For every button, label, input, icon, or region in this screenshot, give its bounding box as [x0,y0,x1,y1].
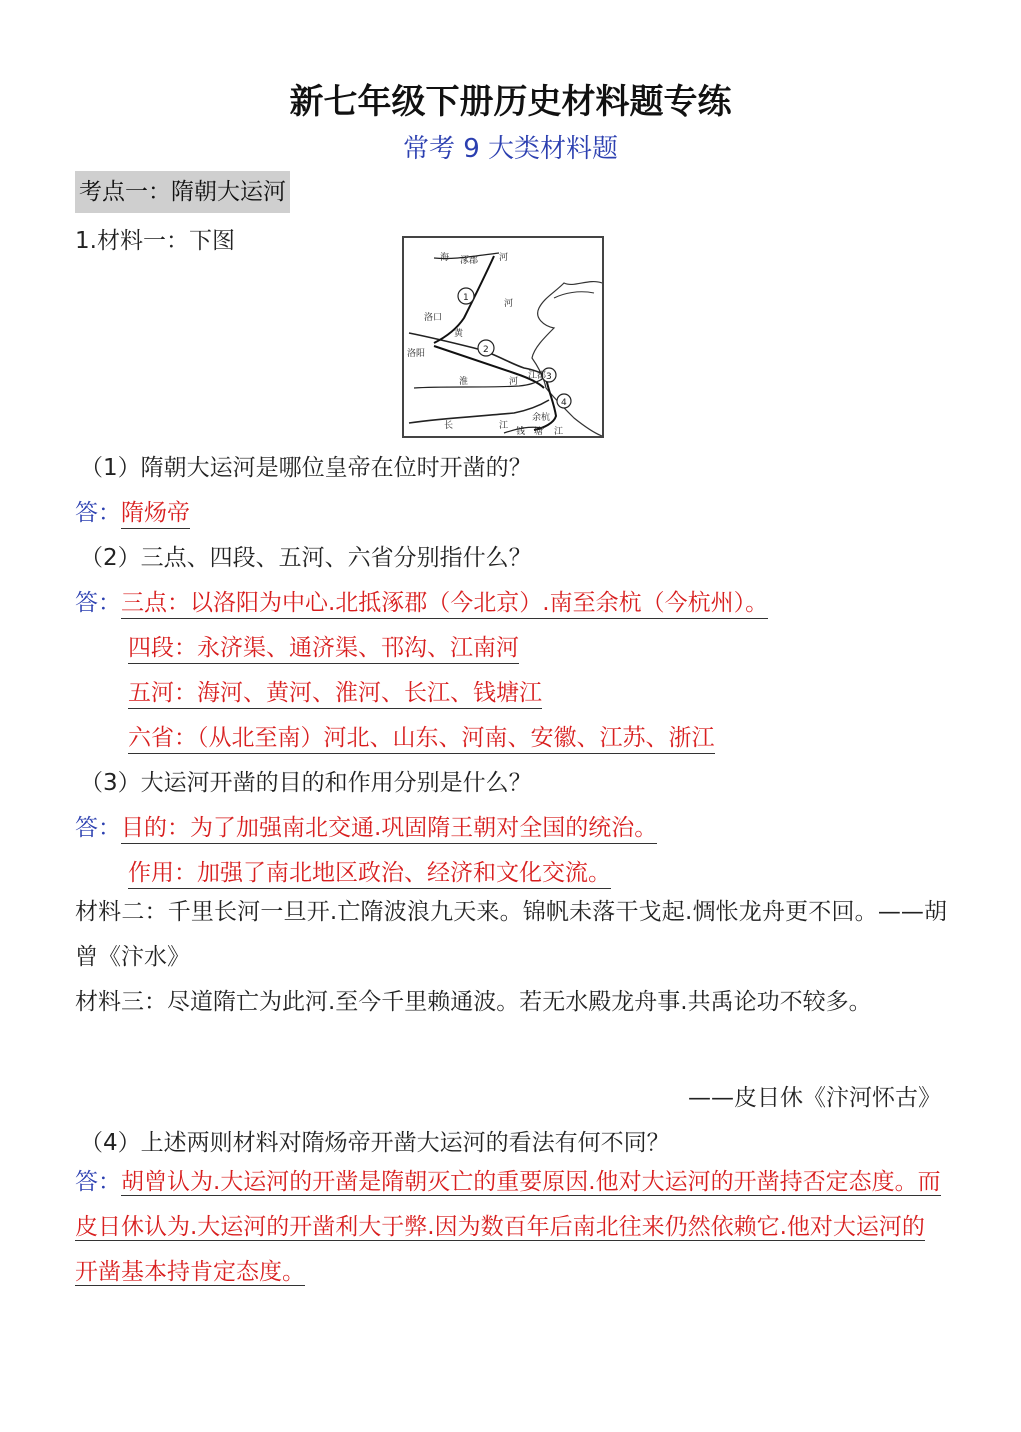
question-1: （1）隋朝大运河是哪位皇帝在位时开凿的？ [80,455,532,481]
question-3: （3）大运河开凿的目的和作用分别是什么？ [80,770,532,796]
answer-2-text-4: 六省：（从北至南）河北、山东、河南、安徽、江苏、浙江 [128,725,715,754]
answer-2-text-3: 五河：海河、黄河、淮河、长江、钱塘江 [128,680,542,709]
marker-4-label: 4 [561,398,567,408]
grand-canal-map [402,236,604,438]
answer-4-text: 胡曾认为.大运河的开凿是隋朝灭亡的重要原因.他对大运河的开凿持否定态度。而皮日休认为.大运河的开凿利大于弊.因为数百年后南北往来仍然依赖它.他对大运河的开凿基本持肯定态度。 [75,1169,941,1285]
label-hai: 海 [440,253,450,263]
label-huang: 黄 [454,329,464,339]
answer-3-text-1: 目的：为了加强南北交通.巩固隋王朝对全国的统治。 [121,815,657,844]
answer-label: 答： [75,590,121,616]
answer-label: 答： [75,500,121,526]
answer-3-line-2 [128,854,611,887]
yangtze-river [409,400,549,423]
peninsula [554,292,594,298]
marker-3-label: 3 [546,372,552,382]
marker-1-label: 1 [463,293,469,303]
label-he2: 河 [504,299,514,309]
answer-2-line-4 [128,719,715,752]
label-chang: 长 [444,421,454,431]
label-he3: 河 [509,377,519,387]
question-2: （2）三点、四段、五河、六省分别指什么？ [80,545,532,571]
page-subtitle: 常考 9 大类材料题 [402,134,619,164]
label-luoyang: 洛阳 [407,349,426,359]
material1-intro: 1.材料一：下图 [75,228,235,254]
answer-2-text-2: 四段：永济渠、通济渠、邗沟、江南河 [128,635,519,664]
label-jiang1: 江 [499,421,509,431]
answer-label: 答： [75,1169,121,1195]
label-qian: 钱 [516,427,526,436]
marker-2-label: 2 [483,345,489,355]
label-he1: 河 [499,253,509,263]
label-tang: 塘 [534,427,544,436]
label-zhuojun: 涿郡 [460,256,479,266]
answer-1-text: 隋炀帝 [121,500,190,529]
answer-2-line-3 [128,674,542,707]
material-2: 材料二：千里长河一旦开.亡隋波浪九天来。锦帆未落干戈起.惆怅龙舟更不回。——胡曾《汴水》 [75,899,947,970]
answer-2-line-1 [75,584,768,617]
answer-3-text-2: 作用：加强了南北地区政治、经济和文化交流。 [128,860,611,889]
label-huai: 淮 [459,377,469,387]
answer-label: 答： [75,815,121,841]
answer-3-line-1 [75,809,657,842]
answer-4 [75,1160,947,1295]
yellow-river [409,333,546,376]
question-4: （4）上述两则材料对隋炀帝开凿大运河的看法有何不同？ [80,1130,670,1156]
page-title: 新七年级下册历史材料题专练 [289,82,732,122]
label-jiang2: 江 [554,427,564,436]
label-jiangdu: 江都 [528,371,547,381]
label-yuhang: 余杭 [532,413,551,423]
material-3-source: ——皮日休《汴河怀古》 [688,1085,941,1111]
material-3: 材料三：尽道隋亡为此河.至今千里赖通波。若无水殿龙舟事.共禹论功不较多。 [75,989,872,1015]
map-drawing [404,238,602,436]
huai-river [414,378,544,388]
answer-1 [75,494,190,527]
answer-2-line-2 [128,629,519,662]
section-heading: 考点一：隋朝大运河 [75,171,290,213]
label-luokou: 洛口 [424,313,443,323]
answer-2-text-1: 三点：以洛阳为中心.北抵涿郡（今北京）.南至余杭（今杭州）。 [121,590,768,619]
